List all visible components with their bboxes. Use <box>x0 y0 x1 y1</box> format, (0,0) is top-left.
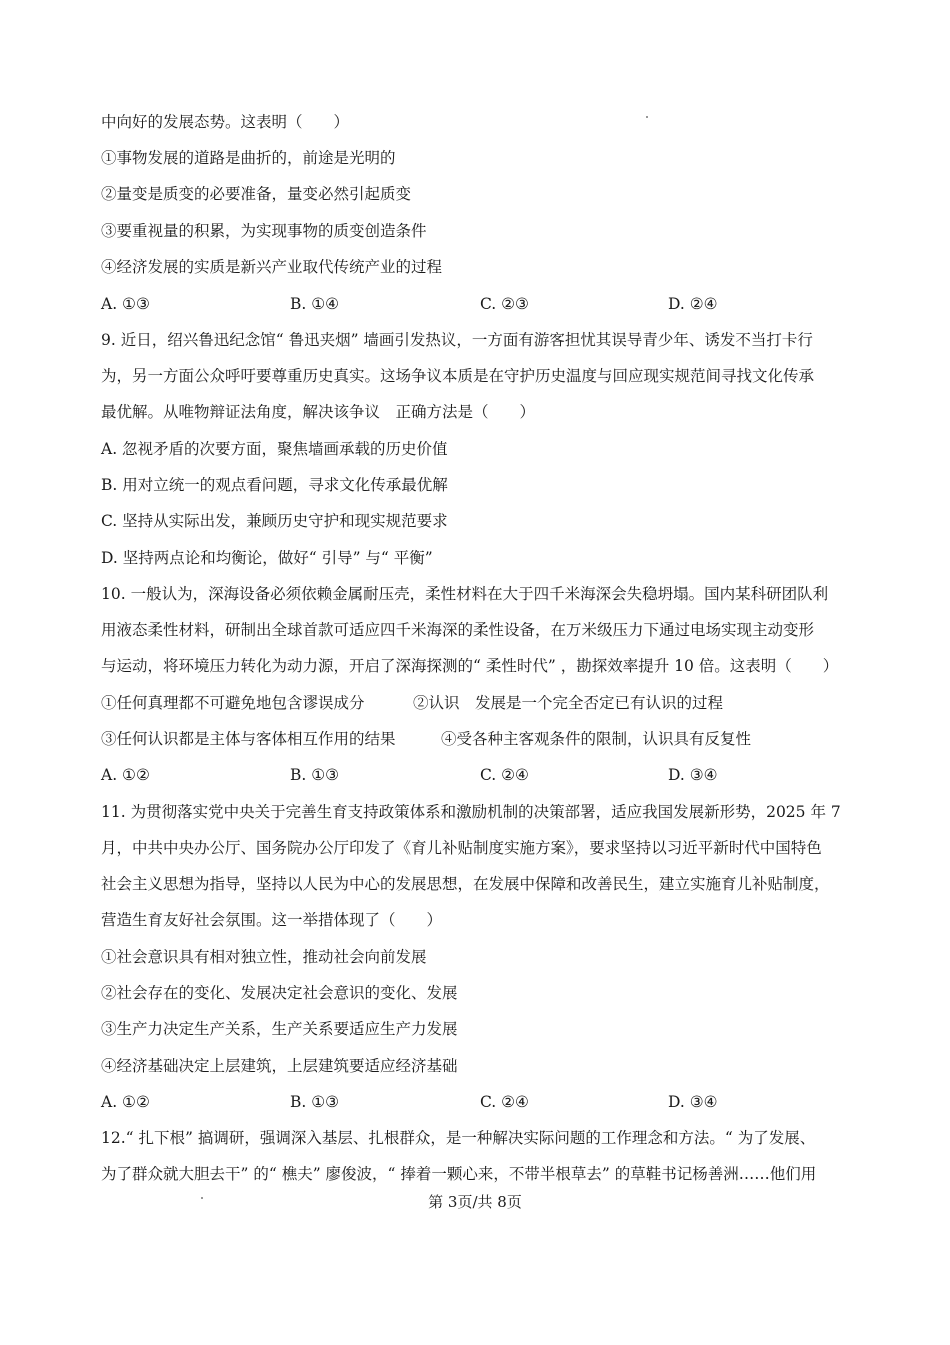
q10-stem-line-3: 与运动，将环境压力转化为动力源，开启了深海探测的“ 柔性时代” ，勘探效率提升 10 倍。这表明（ ） <box>101 657 839 675</box>
q10-stem-line-1: 10. 一般认为，深海设备必须依赖金属耐压壳，柔性材料在大于四千米海深会失稳坍塌。国内某科研团队利 <box>101 585 829 603</box>
q10-option-b: B. ①③ <box>290 766 340 784</box>
q8-option-c: C. ②③ <box>480 295 529 313</box>
q9-option-d: D. 坚持两点论和均衡论，做好“ 引导” 与“ 平衡” <box>101 549 433 567</box>
q11-stem-line-3: 社会主义思想为指导，坚持以人民为中心的发展思想，在发展中保障和改善民生，建立实施育儿补贴制度， <box>101 875 830 893</box>
q10-statement-4: ④受各种主客观条件的限制，认识具有反复性 <box>441 730 752 748</box>
q8-statement-1: ①事物发展的道路是曲折的，前途是光明的 <box>101 149 396 167</box>
q8-option-a: A. ①③ <box>101 295 150 313</box>
page-number: 第 3页/共 8页 <box>428 1193 522 1211</box>
q11-option-d: D. ③④ <box>668 1093 718 1111</box>
q11-statement-1: ①社会意识具有相对独立性，推动社会向前发展 <box>101 948 427 966</box>
q8-option-d: D. ②④ <box>668 295 718 313</box>
q11-statement-2: ②社会存在的变化、发展决定社会意识的变化、发展 <box>101 984 458 1002</box>
q12-stem-line-1: 12.“ 扎下根” 搞调研，强调深入基层、扎根群众，是一种解决实际问题的工作理念和方法。“ 为了发展、 <box>101 1129 816 1147</box>
q10-option-a: A. ①② <box>101 766 150 784</box>
q10-statement-2: ②认识 发展是一个完全否定已有认识的过程 <box>413 694 724 712</box>
q10-statement-1: ①任何真理都不可避免地包含谬误成分 <box>101 694 365 712</box>
q10-option-c: C. ②④ <box>480 766 529 784</box>
q8-statement-4: ④经济发展的实质是新兴产业取代传统产业的过程 <box>101 258 443 276</box>
q9-option-a: A. 忽视矛盾的次要方面，聚焦墙画承载的历史价值 <box>101 440 448 458</box>
q8-stem-continuation: 中向好的发展态势。这表明（ ） <box>101 113 350 131</box>
q9-stem-line-1: 9. 近日，绍兴鲁迅纪念馆“ 鲁迅夹烟” 墙画引发热议，一方面有游客担忧其误导青少年、诱发不当打卡行 <box>101 331 813 349</box>
q9-option-c: C. 坚持从实际出发，兼顾历史守护和现实规范要求 <box>101 512 448 530</box>
q11-statement-4: ④经济基础决定上层建筑，上层建筑要适应经济基础 <box>101 1057 458 1075</box>
q8-statement-2: ②量变是质变的必要准备，量变必然引起质变 <box>101 185 412 203</box>
q12-stem-line-2: 为了群众就大胆去干” 的“ 樵夫” 廖俊波，“ 捧着一颗心来，不带半根草去” 的草鞋书记杨善洲……他们用 <box>101 1165 817 1183</box>
q8-option-b: B. ①④ <box>290 295 340 313</box>
q11-option-b: B. ①③ <box>290 1093 340 1111</box>
q11-statement-3: ③生产力决定生产关系，生产关系要适应生产力发展 <box>101 1020 458 1038</box>
q9-stem-line-2: 为，另一方面公众呼吁要尊重历史真实。这场争议本质是在守护历史温度与回应现实规范间寻找文化传承 <box>101 367 815 385</box>
q10-statement-3: ③任何认识都是主体与客体相互作用的结果 <box>101 730 396 748</box>
q10-stem-line-2: 用液态柔性材料，研制出全球首款可适应四千米海深的柔性设备，在万米级压力下通过电场实现主动变形 <box>101 621 815 639</box>
q11-stem-line-2: 月，中共中央办公厅、国务院办公厅印发了《育儿补贴制度实施方案》，要求坚持以习近平新时代中国特色 <box>101 839 822 857</box>
q8-statement-3: ③要重视量的积累，为实现事物的质变创造条件 <box>101 222 427 240</box>
q11-option-a: A. ①② <box>101 1093 150 1111</box>
q9-option-b: B. 用对立统一的观点看问题，寻求文化传承最优解 <box>101 476 448 494</box>
q11-option-c: C. ②④ <box>480 1093 529 1111</box>
q9-stem-line-3: 最优解。从唯物辩证法角度，解决该争议 正确方法是（ ） <box>101 403 536 421</box>
q10-option-d: D. ③④ <box>668 766 718 784</box>
q11-stem-line-1: 11. 为贯彻落实党中央关于完善生育支持政策体系和激励机制的决策部署，适应我国发展新形势，2025 年 7 <box>101 803 841 821</box>
q11-stem-line-4: 营造生育友好社会氛围。这一举措体现了（ ） <box>101 911 443 929</box>
